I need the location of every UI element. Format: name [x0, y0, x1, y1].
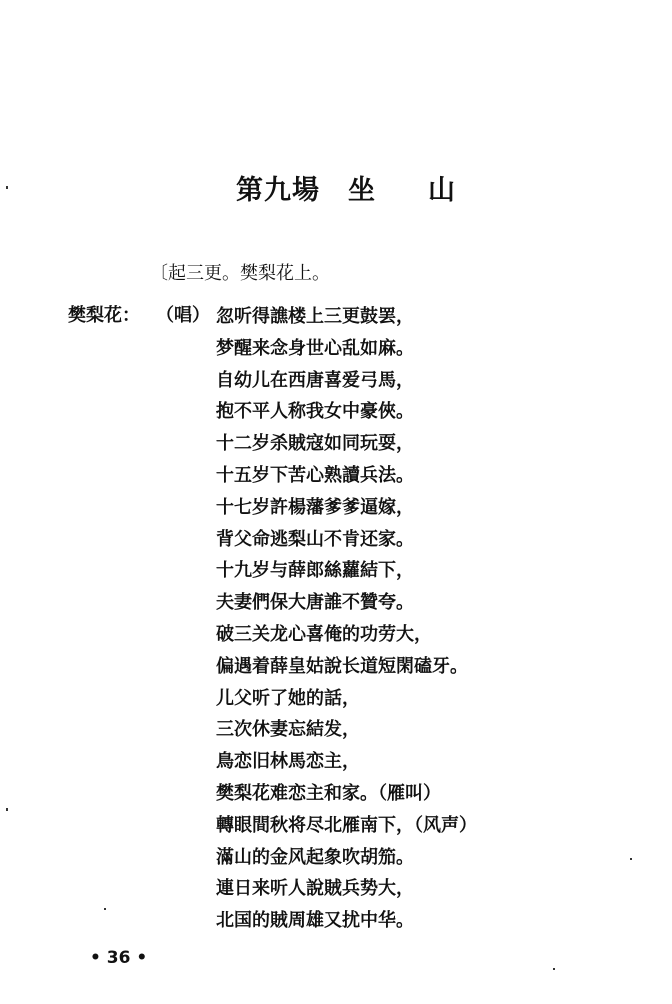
verse-line: 破三关龙心喜俺的功劳大，	[216, 623, 432, 645]
verse-line: 抱不平人称我女中豪俠。	[216, 401, 414, 423]
verse-line: 北国的賊周雄又扰中华。	[216, 910, 414, 932]
page-number: • 36 •	[90, 948, 148, 968]
scan-speck	[6, 808, 8, 811]
scan-speck	[104, 908, 106, 910]
verse-line: 偏遇着薛皇姑說长道短閑磕牙。	[216, 655, 468, 677]
verse-line: 十九岁与薛郎絲蘿結下，	[216, 560, 414, 582]
verse-line: 鳥恋旧林馬恋主，	[216, 751, 360, 773]
stage-direction: 〔起三更。樊梨花上。	[150, 263, 330, 284]
scan-speck	[553, 968, 555, 970]
scan-speck	[630, 858, 632, 860]
verse-line: 十五岁下苦心熟讀兵法。	[216, 464, 414, 486]
verse-line: 滿山的金风起象吹胡笳。	[216, 846, 414, 868]
verse-line: 十七岁許楊藩爹爹逼嫁，	[216, 496, 414, 518]
verse-line: 梦醒来念身世心乱如麻。	[216, 337, 414, 359]
verse-line: 夫妻們保大唐誰不贊夸。	[216, 592, 414, 614]
verse-line: 自幼儿在西唐喜爱弓馬，	[216, 369, 414, 391]
scan-speck	[6, 186, 8, 189]
verse-line: 轉眼間秋将尽北雁南下，（风声）	[216, 814, 477, 836]
verse-line: 連日来听人說賊兵势大，	[216, 878, 414, 900]
scene-title-word-2: 山	[428, 175, 455, 206]
verse-line: 十二岁杀賊寇如同玩耍，	[216, 433, 414, 455]
verse-line: 背父命逃梨山不肯还家。	[216, 528, 414, 550]
verse-line: 三次休妻忘結发，	[216, 719, 360, 741]
scene-title-number: 第九場	[236, 175, 320, 206]
verse-line: 儿父听了她的話，	[216, 687, 360, 709]
sing-marker: （唱）	[156, 305, 210, 326]
verse-line: 樊梨花难恋主和家。（雁叫）	[216, 782, 441, 804]
scene-title-word-1: 坐	[348, 175, 375, 206]
verse-block	[216, 301, 636, 937]
verse-line: 忽听得譙楼上三更鼓罢，	[216, 306, 414, 327]
speaker-name: 樊梨花：	[68, 305, 140, 326]
